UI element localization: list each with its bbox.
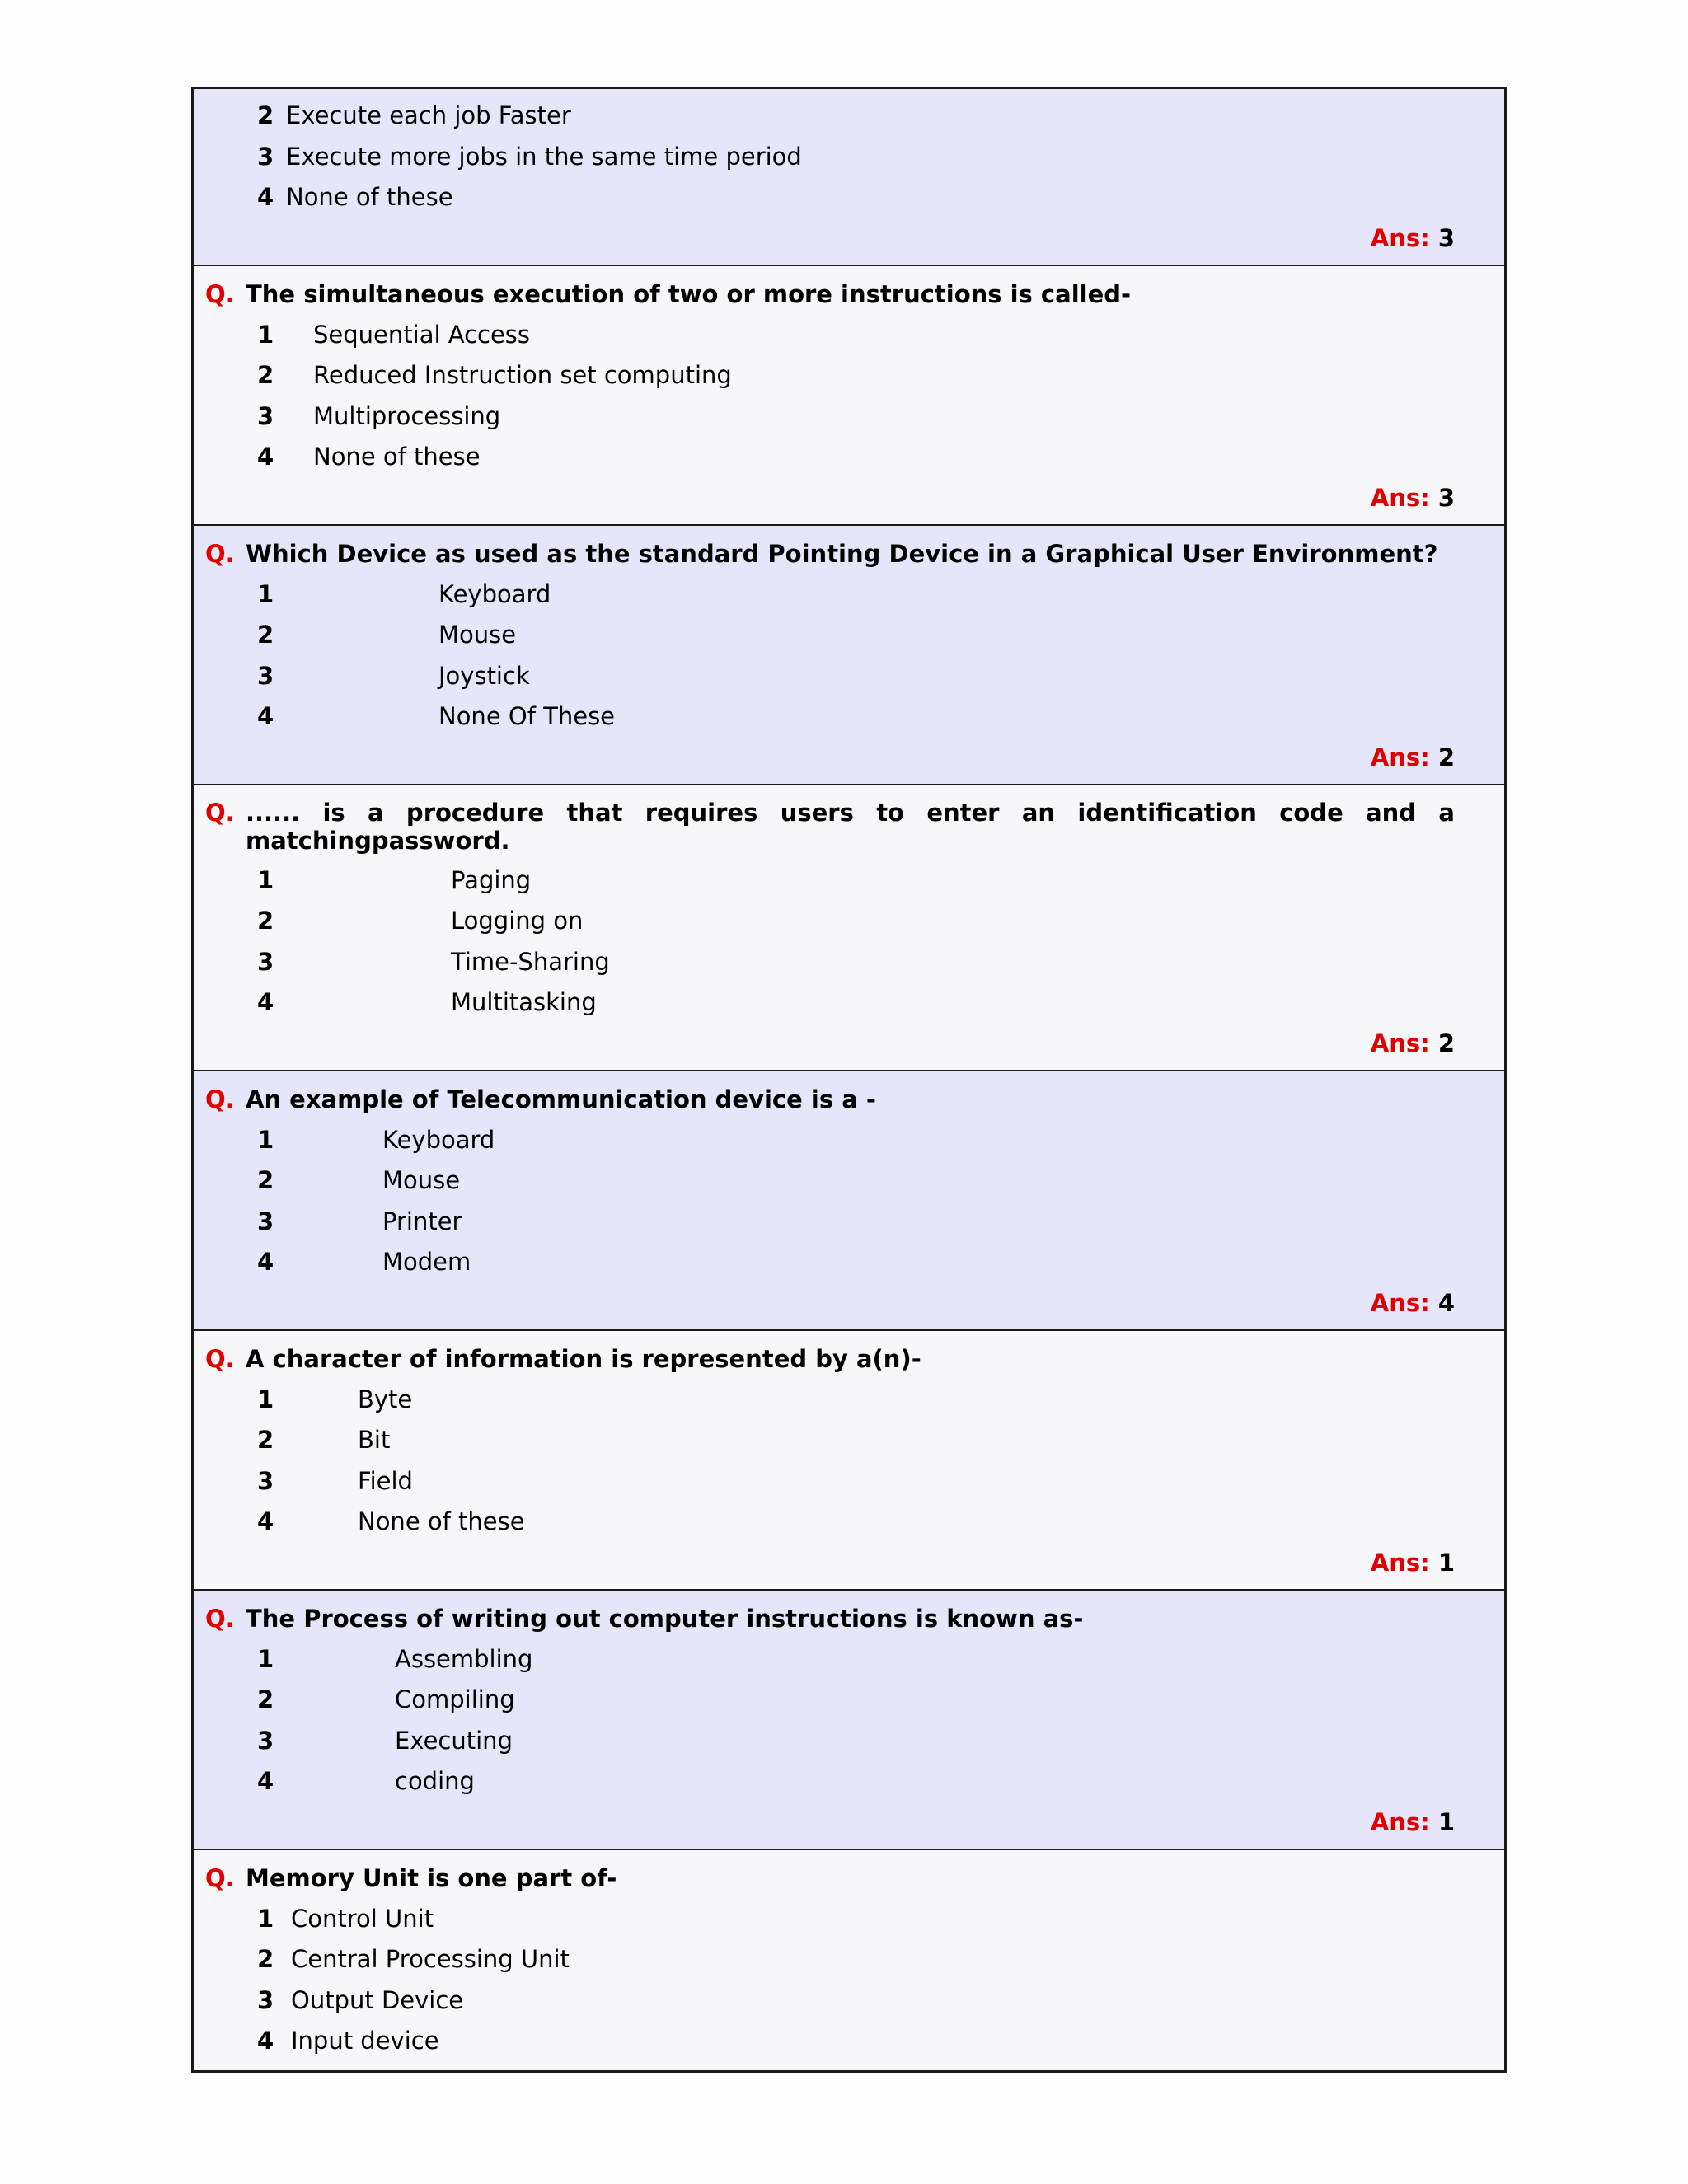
option-label: Modem: [382, 1248, 471, 1276]
option-label: Paging: [451, 865, 532, 894]
option-row: [205, 360, 1455, 401]
option-number: 4: [257, 702, 274, 730]
option-row: [205, 1466, 1455, 1507]
option-label: Input device: [291, 2027, 439, 2055]
question-block: [194, 266, 1504, 526]
answer-line: [205, 1029, 1455, 1058]
option-number: 1: [257, 1644, 274, 1673]
option-row: [205, 401, 1455, 443]
option-label: Executing: [395, 1726, 513, 1755]
option-label: Multitasking: [451, 988, 597, 1016]
option-row: [205, 2026, 1455, 2067]
option-number: 4: [257, 443, 274, 471]
option-row: [205, 620, 1455, 661]
question-block: [194, 1071, 1504, 1331]
option-number: 2: [257, 1426, 274, 1454]
answer-label: Ans:: [1370, 743, 1430, 771]
answer-line: [205, 743, 1455, 772]
option-number: 1: [257, 579, 274, 608]
option-row: [205, 906, 1455, 947]
answer-label: Ans:: [1370, 1548, 1430, 1577]
question-line: [205, 1604, 1455, 1633]
option-number: 4: [257, 1507, 274, 1535]
question-text: Memory Unit is one part of-: [246, 1863, 617, 1892]
option-label: Mouse: [438, 621, 517, 649]
option-number: 4: [257, 1248, 274, 1276]
option-number: 3: [257, 1985, 274, 2014]
option-number: 2: [257, 1685, 274, 1713]
option-label: Execute more jobs in the same time period: [286, 142, 802, 171]
question-marker: Q.: [205, 1604, 235, 1633]
question-text: A character of information is represented by a(n)-: [246, 1344, 921, 1373]
answer-label: Ans:: [1370, 1029, 1430, 1057]
option-label: None of these: [313, 443, 481, 471]
option-row: [205, 661, 1455, 702]
option-number: 2: [257, 101, 274, 129]
question-text: ...... is a procedure that requires users to enter an identification code and a matchingpassword.: [246, 798, 1455, 855]
question-block: [194, 1850, 1504, 2070]
option-number: 2: [257, 907, 274, 935]
option-label: Field: [358, 1466, 413, 1495]
option-row: [205, 1207, 1455, 1248]
option-row: [205, 1944, 1455, 1985]
option-label: Printer: [382, 1207, 462, 1235]
option-row: [205, 442, 1455, 483]
question-text: Which Device as used as the standard Pointing Device in a Graphical User Environment?: [246, 539, 1438, 568]
option-label: Sequential Access: [313, 320, 531, 349]
option-label: Output Device: [291, 1985, 464, 2014]
option-number: 3: [257, 947, 274, 976]
option-number: 1: [257, 320, 274, 349]
option-number: 3: [257, 401, 274, 430]
answer-line: [205, 1548, 1455, 1577]
answer-line: [205, 1288, 1455, 1318]
answer-label: Ans:: [1370, 223, 1430, 252]
option-label: Mouse: [382, 1166, 461, 1194]
option-number: 4: [257, 988, 274, 1016]
question-line: [205, 1085, 1455, 1114]
option-row: [205, 1985, 1455, 2027]
question-line: [205, 1344, 1455, 1374]
option-label: Byte: [358, 1385, 413, 1413]
option-label: Keyboard: [438, 579, 551, 608]
option-row: [205, 987, 1455, 1029]
question-marker: Q.: [205, 1863, 235, 1892]
answer-line: [205, 1807, 1455, 1837]
option-label: Multiprocessing: [313, 401, 501, 430]
option-row: [205, 1685, 1455, 1726]
question-marker: Q.: [205, 1085, 235, 1113]
answer-value: 3: [1437, 223, 1455, 252]
option-number: 2: [257, 621, 274, 649]
option-row: [205, 320, 1455, 361]
option-label: Logging on: [451, 907, 584, 935]
answer-line: [205, 223, 1455, 253]
answer-value: 4: [1437, 1288, 1455, 1317]
option-label: Compiling: [395, 1685, 515, 1713]
answer-value: 1: [1437, 1807, 1455, 1836]
answer-line: [205, 483, 1455, 513]
option-row: [205, 1125, 1455, 1166]
question-marker: Q.: [205, 539, 235, 568]
question-line: [205, 799, 1455, 855]
option-number: 4: [257, 183, 274, 211]
option-row: [205, 1247, 1455, 1288]
option-number: 2: [257, 1166, 274, 1194]
option-row: [205, 1507, 1455, 1548]
option-number: 3: [257, 1726, 274, 1755]
option-row: [205, 865, 1455, 907]
option-row: [205, 1726, 1455, 1767]
question-block: [194, 785, 1504, 1071]
answer-label: Ans:: [1370, 1807, 1430, 1836]
option-label: Bit: [358, 1426, 391, 1454]
option-row: [205, 701, 1455, 743]
question-block-continued: [194, 89, 1504, 266]
option-row: [205, 1644, 1455, 1685]
option-row: [205, 579, 1455, 621]
answer-label: Ans:: [1370, 1288, 1430, 1317]
option-number: 4: [257, 1767, 274, 1795]
option-row: [205, 1904, 1455, 1945]
option-number: 3: [257, 1207, 274, 1235]
option-label: Reduced Instruction set computing: [313, 361, 732, 389]
option-row: [205, 947, 1455, 988]
question-line: [205, 539, 1455, 569]
option-label: Central Processing Unit: [291, 1945, 570, 1973]
question-text: The simultaneous execution of two or more instructions is called-: [246, 279, 1132, 308]
question-line: [205, 1863, 1455, 1893]
option-label: Joystick: [438, 661, 530, 690]
option-number: 1: [257, 865, 274, 894]
option-label: Execute each job Faster: [286, 101, 571, 129]
option-number: 3: [257, 661, 274, 690]
question-block: [194, 1331, 1504, 1591]
answer-value: 3: [1437, 483, 1455, 512]
option-number: 2: [257, 1945, 274, 1973]
option-label: Assembling: [395, 1644, 533, 1673]
option-number: 3: [257, 1466, 274, 1495]
answer-value: 2: [1437, 743, 1455, 771]
question-block: [194, 1591, 1504, 1850]
answer-value: 1: [1437, 1548, 1455, 1577]
option-row: [205, 142, 1455, 183]
option-row: [205, 182, 1455, 223]
option-label: None Of These: [438, 702, 616, 730]
option-row: [205, 1766, 1455, 1807]
option-label: None of these: [286, 183, 453, 211]
option-number: 3: [257, 142, 274, 171]
question-marker: Q.: [205, 798, 235, 827]
option-label: coding: [395, 1767, 475, 1795]
question-marker: Q.: [205, 279, 235, 308]
answer-value: 2: [1437, 1029, 1455, 1057]
option-number: 2: [257, 361, 274, 389]
option-number: 1: [257, 1125, 274, 1154]
option-row: [205, 1425, 1455, 1466]
question-line: [205, 279, 1455, 309]
option-row: [205, 1165, 1455, 1207]
question-text: An example of Telecommunication device is a -: [246, 1085, 876, 1113]
option-label: Keyboard: [382, 1125, 495, 1154]
option-label: Time-Sharing: [451, 947, 610, 976]
option-label: None of these: [358, 1507, 525, 1535]
question-sheet: [191, 87, 1507, 2073]
option-row: [205, 101, 1455, 142]
question-marker: Q.: [205, 1344, 235, 1373]
question-block: [194, 526, 1504, 785]
option-label: Control Unit: [291, 1904, 434, 1933]
option-number: 4: [257, 2027, 274, 2055]
question-text: The Process of writing out computer instructions is known as-: [246, 1604, 1084, 1633]
answer-label: Ans:: [1370, 483, 1430, 512]
option-row: [205, 1385, 1455, 1426]
option-number: 1: [257, 1904, 274, 1933]
option-number: 1: [257, 1385, 274, 1413]
